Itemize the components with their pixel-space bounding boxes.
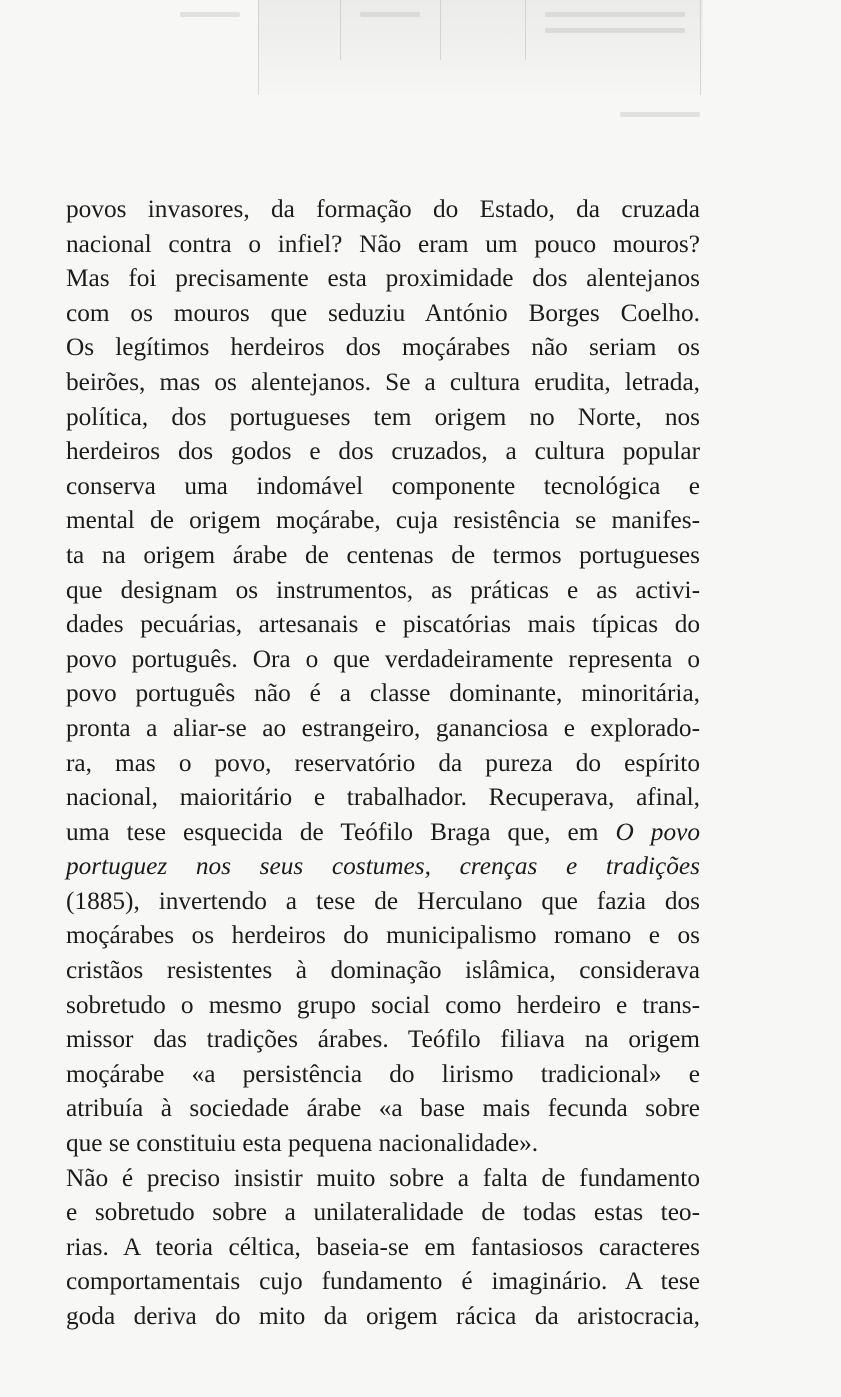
text-line: nacional contra o infiel? Não eram um pouco mouros? xyxy=(66,229,700,258)
text-line: política, dos portugueses tem origem no Norte, nos xyxy=(66,402,700,431)
text-line: moçárabe «a persistência do lirismo tradicional» e xyxy=(66,1059,700,1088)
text-line: moçárabes os herdeiros do municipalismo romano e os xyxy=(66,921,700,950)
text-line: conserva uma indomável componente tecnológica e xyxy=(66,471,700,500)
italic-title: O povo xyxy=(615,817,700,846)
text-line: que designam os instrumentos, as práticas e as activi- xyxy=(66,575,700,604)
show-through-smudge xyxy=(620,112,700,117)
text-line xyxy=(66,849,700,884)
text-line xyxy=(66,815,700,850)
show-through-rule xyxy=(258,0,259,95)
text-line: ra, mas o povo, reservatório da pureza do espírito xyxy=(66,748,700,777)
show-through-smudge xyxy=(545,28,685,33)
text-segment: uma tese esquecida de Teófilo Braga que, em xyxy=(66,817,616,846)
text-line: povos invasores, da formação do Estado, da cruzada xyxy=(66,195,700,223)
text-line: que se constituiu esta pequena nacionalidade». xyxy=(66,1129,539,1158)
show-through-smudge xyxy=(360,12,420,17)
text-line: Mas foi precisamente esta proximidade dos alentejanos xyxy=(66,264,700,293)
text-line: cristãos resistentes à dominação islâmica, considerava xyxy=(66,956,700,985)
show-through-smudge xyxy=(545,12,685,17)
text-line: missor das tradições árabes. Teófilo filiava na origem xyxy=(66,1025,700,1054)
show-through-rule xyxy=(440,0,441,60)
text-line: Não é preciso insistir muito sobre a falta de fundamento xyxy=(66,1163,700,1192)
text-line: (1885), invertendo a tese de Herculano que fazia dos xyxy=(66,886,700,915)
show-through-shade xyxy=(258,0,703,95)
text-line: dades pecuárias, artesanais e piscatórias mais típicas do xyxy=(66,610,700,639)
text-line: Os legítimos herdeiros dos moçárabes não seriam os xyxy=(66,333,700,362)
text-line: atribuía à sociedade árabe «a base mais fecunda sobre xyxy=(66,1094,700,1123)
text-line: nacional, maioritário e trabalhador. Recuperava, afinal, xyxy=(66,783,700,812)
text-line: mental de origem moçárabe, cuja resistência se manifes- xyxy=(66,506,700,535)
text-line: pronta a aliar-se ao estrangeiro, gananciosa e explorado- xyxy=(66,713,700,742)
show-through-rule xyxy=(340,0,341,60)
text-line: herdeiros dos godos e dos cruzados, a cultura popular xyxy=(66,437,700,466)
text-line: rias. A teoria céltica, baseia-se em fantasiosos caracteres xyxy=(66,1232,700,1261)
show-through-rule xyxy=(700,0,701,95)
text-line: sobretudo o mesmo grupo social como herdeiro e trans- xyxy=(66,990,700,1019)
body-text xyxy=(66,192,700,1334)
text-line: povo português. Ora o que verdadeiramente representa o xyxy=(66,644,700,673)
show-through-smudge xyxy=(180,12,240,17)
text-line: goda deriva do mito da origem rácica da aristocracia, xyxy=(66,1302,700,1330)
text-line: povo português não é a classe dominante, minoritária, xyxy=(66,679,700,708)
show-through-rule xyxy=(525,0,526,60)
text-line: com os mouros que seduziu António Borges Coelho. xyxy=(66,298,700,327)
text-line: ta na origem árabe de centenas de termos portugueses xyxy=(66,540,700,569)
show-through-from-previous-page xyxy=(0,0,841,120)
text-line: comportamentais cujo fundamento é imaginário. A tese xyxy=(66,1267,700,1296)
text-line: beirões, mas os alentejanos. Se a cultura erudita, letrada, xyxy=(66,367,700,396)
italic-title: portuguez nos seus costumes, crenças e tradições xyxy=(66,852,700,881)
text-line: e sobretudo sobre a unilateralidade de todas estas teo- xyxy=(66,1198,700,1227)
